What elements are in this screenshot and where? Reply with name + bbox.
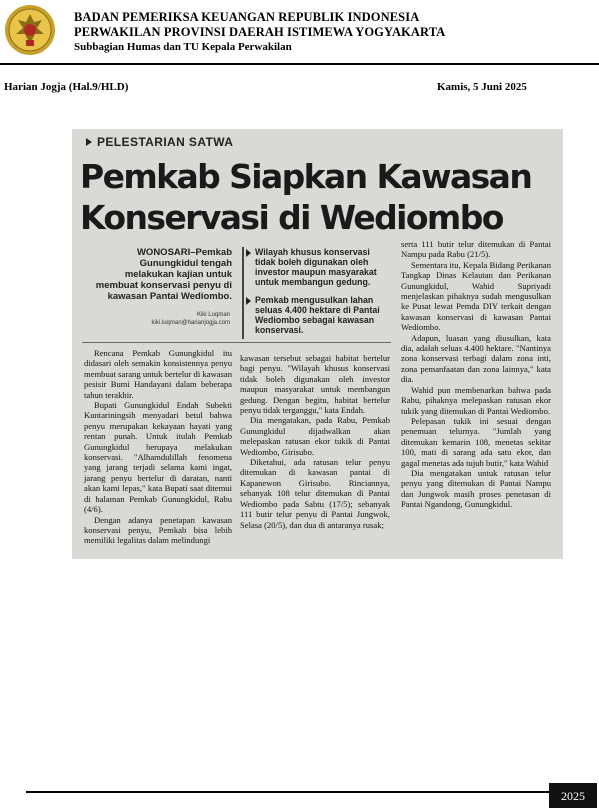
article-column-1 xyxy=(84,348,232,546)
paragraph: Pelepasan tukik ini sesuai dengan penemuan telurnya. "Jumlah yang ditemukan kemarin 108, menetas sekitar 100, mati di sarang ada satu ekor, dan gagal menetas ada tujuh butir," kata Wahid xyxy=(401,415,551,468)
highlight-box xyxy=(239,247,389,335)
footer-divider xyxy=(26,791,571,793)
year-badge: 2025 xyxy=(549,783,597,808)
bullet-arrow-icon xyxy=(246,297,251,305)
kicker-arrow-icon xyxy=(86,138,92,146)
publication-date: Kamis, 5 Juni 2025 xyxy=(437,81,527,93)
author-name: Kiki Luqman xyxy=(196,312,230,318)
headline-line-2: Konservasi di Wediombo xyxy=(80,198,503,237)
paragraph: Diketahui, ada ratusan telur penyu ditemukan di kawasan pantai di Kapanewon Girisubo. Rinciannya, sebanyak 108 telur ditemukan di Pantai Wediombo pada Sabtu (17/5); sebanyak 111 butir telur penyu di Pantai Jungwok, Selasa (20/5), dan dua di antaranya rusak; xyxy=(240,457,390,530)
sub-division-name: Subbagian Humas dan TU Kepala Perwakilan xyxy=(74,41,292,53)
author-email: kiki.luqman@harianjogja.com xyxy=(151,320,230,326)
article-lead: WONOSARI–Pemkab Gunungkidul tengah melakukan kajian untuk membuat konservasi penyu di kawasan Pantai Wediombo. xyxy=(95,247,232,302)
paragraph: Sementara itu, Kepala Bidang Perikanan Tangkap Dinas Kelautan dan Perikanan Gunungkidul, Wahid Supriyadi menjelaskan pihaknya sudah mengusulkan ke Pusat lewat Pemda DIY terkait dengan kawasan konservasi di kawasan Pantai Wediombo. xyxy=(401,259,551,333)
section-divider xyxy=(82,342,391,343)
publication-source: Harian Jogja (Hal.9/HLD) xyxy=(4,81,129,93)
bullet-arrow-icon xyxy=(246,249,251,257)
article-column-3 xyxy=(401,239,551,510)
paragraph: kawasan tersebut sebagai habitat bertelur bagi penyu. "Wilayah khusus konservasi tidak boleh digunakan oleh investor maupun masyarakat untuk membangun gedung. Dengan begitu, habitat bertelur penyu tidak terganggu," kata Endah. xyxy=(240,353,390,416)
headline-line-1: Pemkab Siapkan Kawasan xyxy=(80,157,532,196)
news-clipping xyxy=(72,129,563,559)
bpk-emblem-icon xyxy=(4,4,56,56)
highlight-item xyxy=(239,295,389,335)
header-divider xyxy=(0,63,599,65)
paragraph: Bupati Gunungkidul Endah Subekti Kuntariningsih menyadari betul bahwa penyu merupakan kekayaan hayati yang rentan punah. Untuk itulah Pemkab Gunungkidul berupaya melakukan konservasi. "Alhamdulillah fenomena yang jarang terjadi selama kami ingat, jarang penyu bertelur di daratan, nanti akan kami lepas," kata Bupati saat ditemui di halaman Pemkab Gunungkidul, Rabu (4/6). xyxy=(84,400,232,515)
paragraph: Rencana Pemkab Gunungkidul itu didasari oleh semakin konsistennya penyu membuat sarang untuk bertelur di kawasan pesisir Bumi Handayani dalam beberapa tahun terakhir. xyxy=(84,348,232,400)
highlight-item xyxy=(239,247,389,287)
paragraph: Wahid pun membenarkan bahwa pada Rabu, pihaknya melepaskan ratusan ekor tukik yang ditemukan di Pantai Wediombo. xyxy=(401,384,551,416)
highlight-text: Wilayah khusus konservasi tidak boleh digunakan oleh investor maupun masyarakat untuk membangun gedung. xyxy=(255,247,377,287)
paragraph: Dia mengatakan untuk ratusan telur penyu yang ditemukan di Pantai Nampu dan Jungwok masih proses penetasan di Pantai Ngandong, Gunungkidul. xyxy=(401,467,551,510)
paragraph: Dia mengatakan, pada Rabu, Pemkab Gunungkidul dijadwalkan akan melepaskan ratusan ekor tukik di Pantai Wediombo, Girisubo. xyxy=(240,415,390,457)
highlight-text: Pemkab mengusulkan lahan seluas 4.400 hektare di Pantai Wediombo sebagai kawasan konservasi. xyxy=(255,295,380,335)
office-name: PERWAKILAN PROVINSI DAERAH ISTIMEWA YOGYAKARTA xyxy=(74,25,446,39)
kicker-text: PELESTARIAN SATWA xyxy=(97,135,234,149)
article-byline xyxy=(112,311,230,327)
article-column-2 xyxy=(240,353,390,530)
paragraph: Dengan adanya penetapan kawasan konservasi penyu, Pemkab bisa lebih memiliki legalitas dalam melindungi xyxy=(84,514,232,546)
institution-name: BADAN PEMERIKSA KEUANGAN REPUBLIK INDONESIA xyxy=(74,10,420,24)
paragraph: Adapun, luasan yang diusulkan, kata dia, adalah seluas 4.400 hektare. "Nantinya zona konservasi terbagi dalam zona inti, zona pemanfaatan dan zona lainnya," kata dia. xyxy=(401,332,551,385)
article-kicker xyxy=(86,135,233,149)
paragraph: serta 111 butir telur ditemukan di Pantai Nampu pada Rabu (21/5). xyxy=(401,239,551,260)
